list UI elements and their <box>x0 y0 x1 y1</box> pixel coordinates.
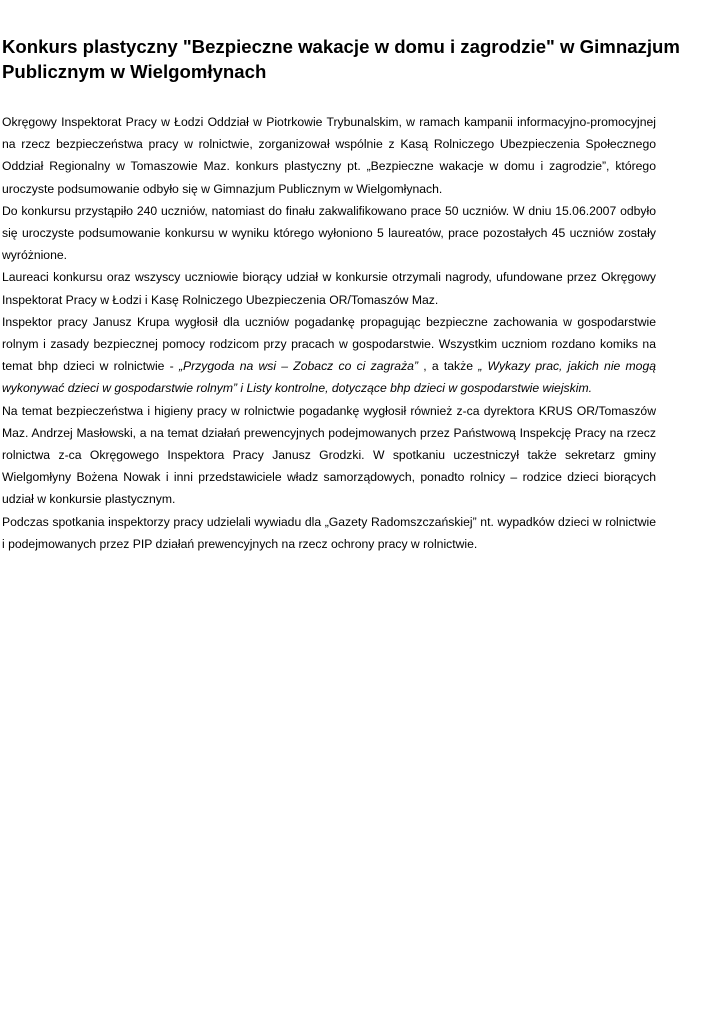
paragraph-organizers: Okręgowy Inspektorat Pracy w Łodzi Oddział w Piotrkowie Trybunalskim, w ramach kampanii informacyjno-promocyjnej na rzecz bezpieczeństwa pracy w rolnictwie, zorganizował wspólnie z Kasą Rolniczego Ubezpieczenia Społecznego Oddział Regionalny w Tomaszowie Maz. konkurs plastyczny pt. „Bezpieczne wakacje w domu i zagrodzie”, którego uroczyste podsumowanie odbyło się w Gimnazjum Publicznym w Wielgomłynach. <box>2 115 656 196</box>
paragraph-interview: Podczas spotkania inspektorzy pracy udzielali wywiadu dla „Gazety Radomszczańskiej” nt. wypadków dzieci w rolnictwie i podejmowanych przez PIP działań prewencyjnych na rzecz ochrony pracy w rolnictwie. <box>2 514 656 551</box>
paragraph-prizes: Laureaci konkursu oraz wszyscy uczniowie biorący udział w konkursie otrzymali nagrody, ufundowane przez Okręgowy Inspektorat Pracy w Łodzi i Kasę Rolniczego Ubezpieczenia OR/Tomaszów Maz. <box>2 270 656 307</box>
talk-text-connector: , a także <box>423 359 479 374</box>
talk-text-intro: Inspektor pracy Janusz Krupa wygłosił dla uczniów pogadankę propagując bezpieczne zachowania w gospodarstwie rolnym i zasady bezpiecznej pomocy rodzicom przy pracach w gospodarstwie. Wszystkim uczniom rozdano komiks na temat bhp dzieci w rolnictwie - <box>2 314 656 374</box>
article-body <box>2 111 656 555</box>
page-title: Konkurs plastyczny "Bezpieczne wakacje w domu i zagrodzie" w Gimnazjum Publicznym w Wielgomłynach <box>2 36 680 82</box>
paragraph-talk <box>2 311 656 400</box>
paragraph-participants: Do konkursu przystąpiło 240 uczniów, natomiast do finału zakwalifikowano prace 50 uczniów. W dniu 15.06.2007 odbyło się uroczyste podsumowanie konkursu w wyniku którego wyłoniono 5 laureatów, prace pozostałych 45 uczniów zostały wyróżnione. <box>2 203 656 263</box>
comic-title: „Przygoda na wsi – Zobacz co ci zagraża” <box>178 359 424 374</box>
materials-list: „ Wykazy prac, jakich nie mogą wykonywać dzieci w gospodarstwie rolnym” i Listy kontrolne, dotyczące bhp dzieci w gospodarstwie wiejskim. <box>2 359 657 396</box>
paragraph-speakers: Na temat bezpieczeństwa i higieny pracy w rolnictwie pogadankę wygłosił również z-ca dyrektora KRUS OR/Tomaszów Maz. Andrzej Masłowski, a na temat działań prewencyjnych podejmowanych przez Państwową Inspekcję Pracy na rzecz rolnictwa z-ca Okręgowego Inspektora Pracy Janusz Grodzki. W spotkaniu uczestniczył także sekretarz gminy Wielgomłyny Bożena Nowak i inni przedstawiciele władz samorządowych, ponadto rolnicy – rodzice dzieci biorących udział w konkursie plastycznym. <box>2 403 656 507</box>
